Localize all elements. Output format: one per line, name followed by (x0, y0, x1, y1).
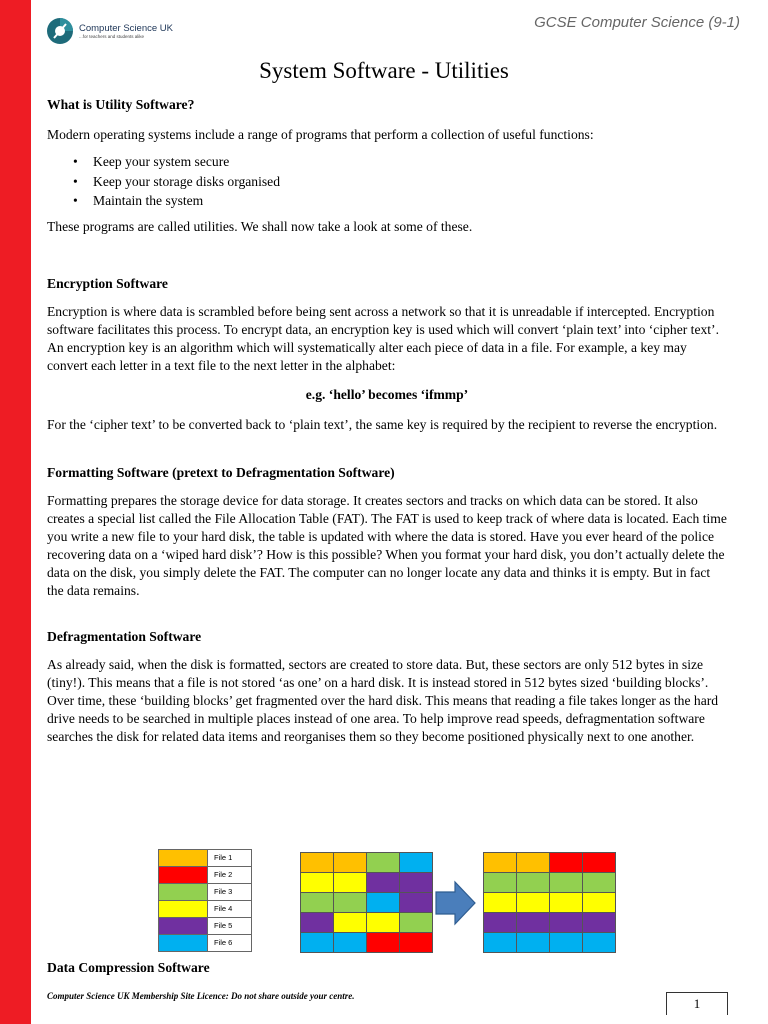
fragmented-block-purple (367, 873, 399, 892)
legend-row (159, 867, 251, 884)
legend-row (159, 918, 251, 935)
defragmented-block-red (583, 853, 615, 872)
fragmented-block-blue (301, 933, 333, 952)
fragmented-block-yellow (301, 873, 333, 892)
legend-swatch-yellow (159, 901, 208, 917)
fragmented-block-green (301, 893, 333, 912)
defragmented-block-purple (583, 913, 615, 932)
legend-row (159, 850, 251, 867)
defragmented-block-yellow (517, 893, 549, 912)
legend-label: File 2 (214, 870, 233, 879)
heading-what-is-utility: What is Utility Software? (47, 97, 195, 112)
utility-functions-list (47, 152, 727, 211)
fragmented-disk-grid (300, 852, 433, 953)
legend-swatch-red (159, 867, 208, 883)
defragmented-block-green (583, 873, 615, 892)
defragmented-disk-grid (483, 852, 616, 953)
red-margin-bar (0, 0, 31, 1024)
fragmented-block-yellow (367, 913, 399, 932)
defragmented-block-orange (484, 853, 516, 872)
fragmented-block-green (400, 913, 432, 932)
legend-label: File 3 (214, 887, 233, 896)
fragmented-block-blue (334, 933, 366, 952)
fragmented-block-yellow (334, 913, 366, 932)
list-item: • Keep your storage disks organised (47, 172, 727, 192)
footer-licence: Computer Science UK Membership Site Licence: Do not share outside your centre. (47, 991, 355, 1001)
fragmented-block-green (334, 893, 366, 912)
fragmented-block-green (367, 853, 399, 872)
legend-row (159, 935, 251, 951)
legend-swatch-blue (159, 935, 208, 951)
defragmented-block-green (517, 873, 549, 892)
defragmented-block-orange (517, 853, 549, 872)
compression-section (47, 959, 727, 977)
legend-swatch-orange (159, 850, 208, 866)
paragraph-outro: These programs are called utilities. We shall now take a look at some of these. (47, 218, 473, 234)
fragmented-block-yellow (334, 873, 366, 892)
file-colour-legend (158, 849, 252, 952)
fragmented-block-purple (400, 873, 432, 892)
fragmented-block-red (400, 933, 432, 952)
legend-label: File 5 (214, 921, 233, 930)
defragmented-block-purple (517, 913, 549, 932)
defragmented-block-yellow (550, 893, 582, 912)
heading-data-compression: Data Compression Software (47, 960, 210, 975)
fragmented-block-orange (334, 853, 366, 872)
list-item: • Keep your system secure (47, 152, 727, 172)
heading-defragmentation: Defragmentation Software (47, 628, 202, 644)
fragmented-block-red (367, 933, 399, 952)
defragmented-block-purple (484, 913, 516, 932)
defragmented-block-blue (517, 933, 549, 952)
defragmented-block-yellow (484, 893, 516, 912)
page-number: 1 (666, 992, 728, 1015)
document-body (47, 96, 727, 746)
fragmented-block-purple (301, 913, 333, 932)
encryption-example: e.g. ‘hello’ becomes ‘ifmmp’ (305, 386, 469, 402)
arrow-right-icon (435, 880, 477, 926)
paragraph-defragmentation: As already said, when the disk is formatted, sectors are created to store data. But, these sectors are only 512 bytes in size (tiny!). This means that a file is not stored ‘as one’ on a hard disk. It is instead stored in 512 bytes sized ‘building blocks’. Over time, these ‘building blocks’ get fragmented over the hard disk. This means that reading a file takes longer as the hard drive needs to be searched in multiple places instead of one area. To help improve read speeds, defragmentation software searches the disk for related data items and reorganises them so they become positioned physically next to one another. (47, 656, 719, 744)
list-item: • Maintain the system (47, 191, 727, 211)
defragmented-block-blue (484, 933, 516, 952)
legend-label: File 4 (214, 904, 233, 913)
page-title: System Software - Utilities (259, 58, 509, 83)
defragmented-block-yellow (583, 893, 615, 912)
fragmented-block-purple (400, 893, 432, 912)
fragmented-block-blue (400, 853, 432, 872)
paragraph-encryption: Encryption is where data is scrambled before being sent across a network so that it is unreadable if intercepted. Encryption software facilitates this process. To encrypt data, an encryption key is used which will convert ‘plain text’ into ‘cipher text’. An encryption key is an algorithm which will systematically alter each piece of data in a file. For example, a key may convert each letter in a text file to the next letter in the alphabet: (47, 303, 719, 373)
logo-name: Computer Science UK (79, 23, 173, 34)
logo (45, 16, 185, 46)
legend-label: File 6 (214, 938, 233, 947)
legend-swatch-purple (159, 918, 208, 934)
fragmented-block-orange (301, 853, 333, 872)
legend-row (159, 901, 251, 918)
logo-icon (45, 16, 77, 46)
legend-swatch-green (159, 884, 208, 900)
defragmented-block-blue (550, 933, 582, 952)
heading-formatting: Formatting Software (pretext to Defragmentation Software) (47, 464, 395, 480)
paragraph-encryption-reverse: For the ‘cipher text’ to be converted back to ‘plain text’, the same key is required by the recipient to reverse the encryption. (47, 416, 718, 432)
legend-row (159, 884, 251, 901)
paragraph-intro: Modern operating systems include a range of programs that perform a collection of useful functions: (47, 127, 594, 142)
defragmented-block-blue (583, 933, 615, 952)
defragmented-block-green (484, 873, 516, 892)
defragmented-block-red (550, 853, 582, 872)
defragmented-block-green (550, 873, 582, 892)
logo-tagline: ...for teachers and students alike (79, 34, 145, 39)
heading-encryption: Encryption Software (47, 275, 168, 291)
course-title: GCSE Computer Science (9-1) (534, 14, 740, 31)
fragmented-block-blue (367, 893, 399, 912)
legend-label: File 1 (214, 853, 233, 862)
defragmented-block-purple (550, 913, 582, 932)
paragraph-formatting: Formatting prepares the storage device for data storage. It creates sectors and tracks on which data can be stored. It also creates a special list called the File Allocation Table (FAT). The FAT is used to keep track of where data is located. Each time you write a new file to your hard disk, the table is updated with where the data is stored. Have you ever heard of the police recovering data on a ‘wiped hard disk’? How is this possible? When you format your hard disk, you don’t actually delete the data on the disk, you simply delete the FAT. The computer can no longer locate any data and thinks it is empty. But in fact the data remains. (47, 492, 727, 598)
